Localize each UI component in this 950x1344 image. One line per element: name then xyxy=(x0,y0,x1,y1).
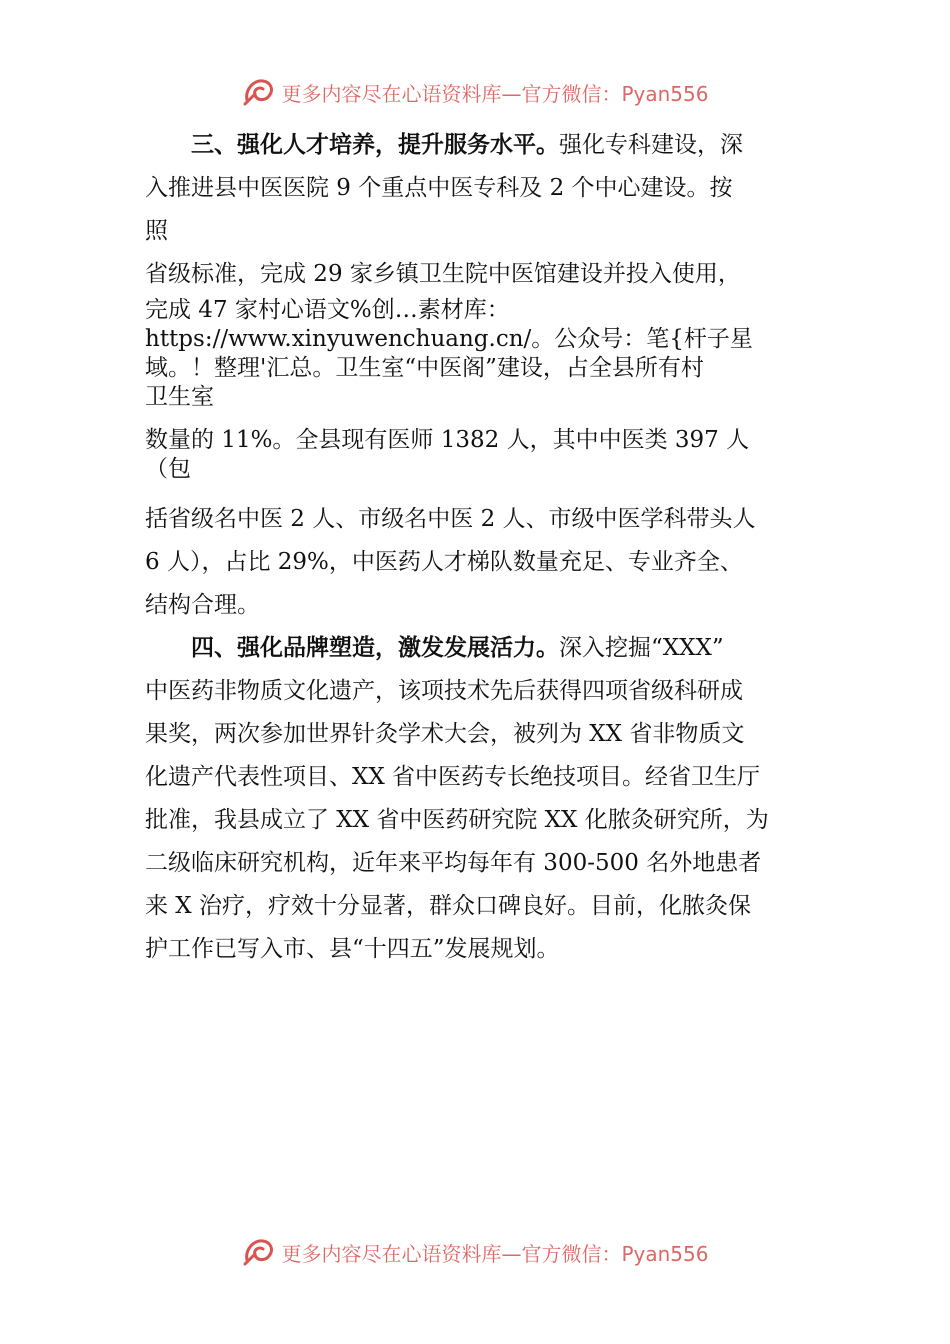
brush-swirl-logo-icon xyxy=(241,1234,277,1270)
watermark-text: 更多内容尽在心语资料库—官方微信：Pyan556 xyxy=(281,81,709,106)
section4-line-7: 来 X 治疗，疗效十分显著，群众口碑良好。目前，化脓灸保 xyxy=(145,893,751,919)
section3-line-1: 三、强化人才培养，提升服务水平。强化专科建设，深 xyxy=(191,132,743,158)
section3-line-8: 6 人），占比 29%，中医药人才梯队数量充足、专业齐全、 xyxy=(145,549,743,575)
watermark-text: 更多内容尽在心语资料库—官方微信：Pyan556 xyxy=(281,1241,709,1266)
watermark-banner-bottom xyxy=(0,1232,950,1272)
section3-line-5: 完成 47 家村心语文%创…素材库： https://www.xinyuwenchuang.cn/。公众号：笔{杆子星 域。！整理'汇总。卫生室“中医阁”建设，占全县所有村 卫生室 xyxy=(145,297,753,410)
section4-line-1: 四、强化品牌塑造，激发发展活力。深入挖掘“XXX” xyxy=(191,635,724,661)
section3-line-2: 入推进县中医医院 9 个重点中医专科及 2 个中心建设。按 xyxy=(145,175,733,201)
section4-line-8: 护工作已写入市、县“十四五”发展规划。 xyxy=(145,936,560,962)
watermark-banner-top xyxy=(0,72,950,112)
section4-line-2: 中医药非物质文化遗产，该项技术先后获得四项省级科研成 xyxy=(145,678,743,704)
section3-line-4: 省级标准，完成 29 家乡镇卫生院中医馆建设并投入使用， xyxy=(145,261,741,287)
section4-line-6: 二级临床研究机构，近年来平均每年有 300-500 名外地患者 xyxy=(145,850,762,876)
section4-heading: 四、强化品牌塑造，激发发展活力。 xyxy=(191,635,559,661)
document-body xyxy=(145,124,813,971)
section3-heading: 三、强化人才培养，提升服务水平。 xyxy=(191,132,559,158)
section3-line-9: 结构合理。 xyxy=(145,592,260,618)
section3-line-3: 照 xyxy=(145,218,168,244)
section4-line-5: 批准，我县成立了 XX 省中医药研究院 XX 化脓灸研究所，为 xyxy=(145,807,769,833)
section3-line-7: 括省级名中医 2 人、市级名中医 2 人、市级中医学科带头人 xyxy=(145,506,756,532)
brush-swirl-logo-icon xyxy=(241,74,277,110)
section4-line-3: 果奖，两次参加世界针灸学术大会，被列为 XX 省非物质文 xyxy=(145,721,745,747)
section3-line-6: 数量的 11%。全县现有医师 1382 人，其中中医类 397 人 （包 xyxy=(145,427,750,482)
url-text: https://www.xinyuwenchuang.cn/。公众号：笔{杆子星 xyxy=(145,326,753,352)
section4-line-4: 化遗产代表性项目、XX 省中医药专长绝技项目。经省卫生厅 xyxy=(145,764,761,790)
